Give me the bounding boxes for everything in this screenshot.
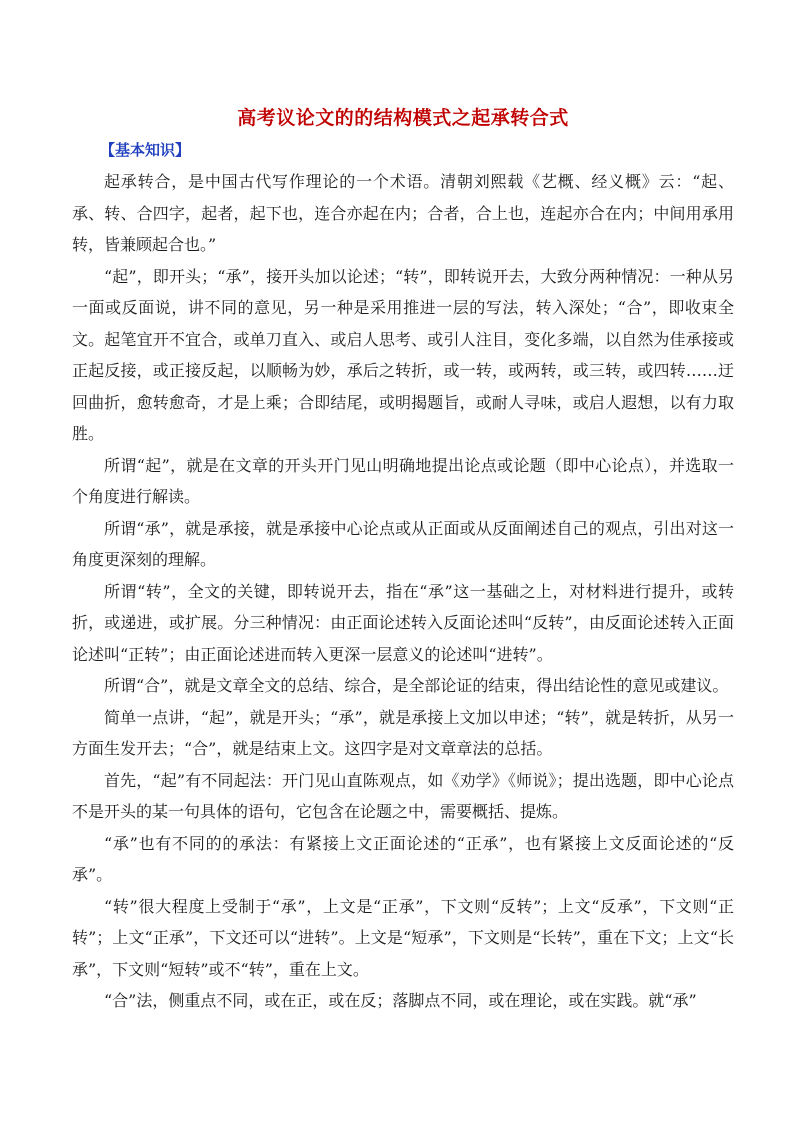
paragraph-he-methods: “合”法，侧重点不同，或在正，或在反；落脚点不同，或在理论，或在实践。就“承” — [104, 991, 697, 1010]
paragraph-he: 所谓“合”，就是文章全文的总结、综合，是全部论证的结束，得出结论性的意见或建议。 — [104, 676, 729, 695]
paragraph-zhuan-methods: “转”很大程度上受制于“承”，上文是“正承”，下文则“反转”；上文“反承”，下文则“正转”；上文“正承”，下文还可以“进转”。上文是“短承”，下文则是“长转”，重在下文；上文“长承”，下文则“短转”或不“转”，重在上文。 — [72, 896, 734, 979]
document-title: 高考议论文的的结构模式之起承转合式 — [237, 107, 569, 129]
paragraph-qi: 所谓“起”，就是在文章的开头开门见山明确地提出论点或论题（即中心论点），并选取一个角度进行解读。 — [72, 455, 734, 506]
document-page — [72, 100, 734, 1017]
paragraph-zhuan: 所谓“转”，全文的关键，即转说开去，指在“承”这一基础之上，对材料进行提升，或转折，或递进，或扩展。分三种情况：由正面论述转入反面论述叫“反转”，由反面论述转入正面论述叫“正转”；由正面论述进而转入更深一层意义的论述叫“进转”。 — [72, 581, 734, 664]
paragraph-definitions: “起”，即开头；“承”，接开头加以论述；“转”，即转说开去，大致分两种情况：一种从另一面或反面说，讲不同的意见，另一种是采用推进一层的写法，转入深处；“合”，即收束全文。起笔宜开不宜合，或单刀直入、或启人思考、或引人注目，变化多端，以自然为佳承接或正起反接，或正接反起，以顺畅为妙，承后之转折，或一转，或两转，或三转，或四转……迂回曲折，愈转愈奇，才是上乘；合即结尾，或明揭题旨，或耐人寻味，或启人遐想，以有力取胜。 — [72, 266, 734, 443]
paragraph-summary: 简单一点讲，“起”，就是开头；“承”，就是承接上文加以申述；“转”，就是转折，从另一方面生发开去；“合”，就是结束上文。这四字是对文章章法的总括。 — [72, 707, 734, 758]
paragraph-qi-methods: 首先，“起”有不同起法：开门见山直陈观点，如《劝学》《师说》；提出选题，即中心论点不是开头的某一句具体的语句，它包含在论题之中，需要概括、提炼。 — [72, 770, 734, 821]
paragraph-cheng: 所谓“承”，就是承接，就是承接中心论点或从正面或从反面阐述自己的观点，引出对这一角度更深刻的理解。 — [72, 518, 734, 569]
paragraph-intro: 起承转合，是中国古代写作理论的一个术语。清朝刘熙载《艺概、经义概》云：“起、承、转、合四字，起者，起下也，连合亦起在内；合者，合上也，连起亦合在内；中间用承用转，皆兼顾起合也。” — [72, 172, 734, 254]
section-heading: 【基本知识】 — [100, 141, 191, 159]
paragraph-cheng-methods: “承”也有不同的的承法：有紧接上文正面论述的“正承”，也有紧接上文反面论述的“反承”。 — [72, 833, 734, 884]
